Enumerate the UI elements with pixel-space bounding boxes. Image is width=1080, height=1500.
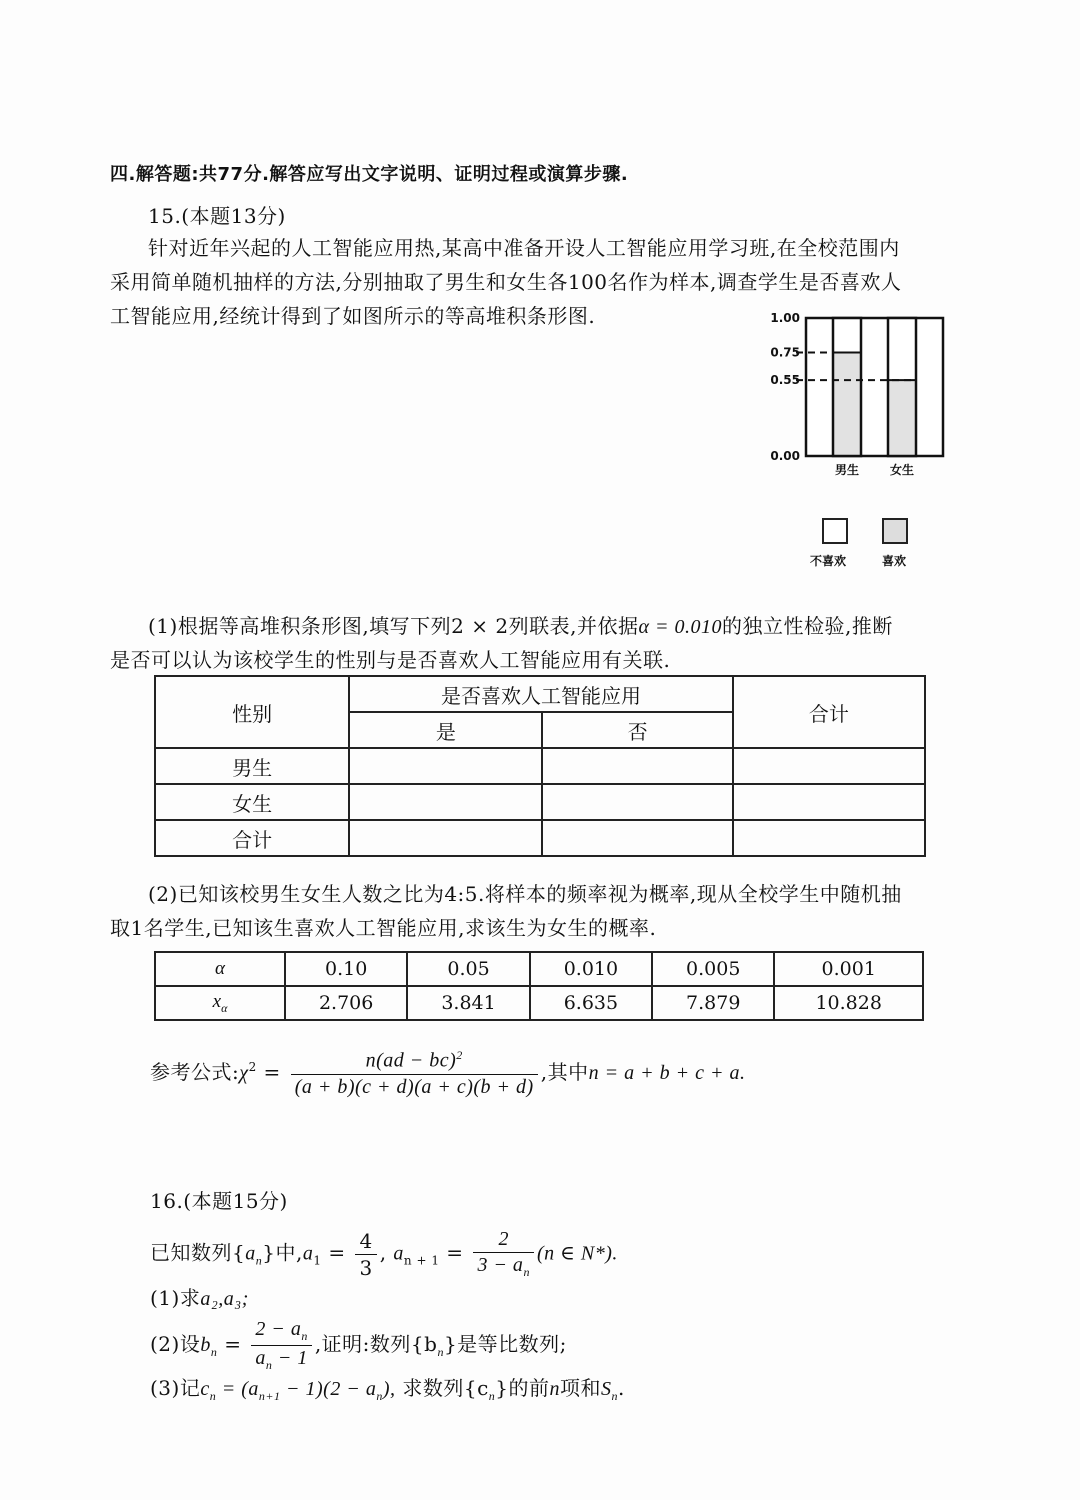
x-label-sub: α xyxy=(221,1000,228,1015)
chi-exponent: 2 xyxy=(248,1060,257,1075)
legend-swatch-dislike xyxy=(822,518,848,544)
seq-a: a xyxy=(245,1242,256,1265)
formula-suffix-text: ,其中 xyxy=(540,1059,589,1084)
part1-text-a: (1)根据等高堆积条形图,填写下列2 × 2列联表,并依据 xyxy=(148,614,639,638)
s-symbol: S xyxy=(601,1378,612,1400)
cell-total-total[interactable] xyxy=(733,820,925,856)
cell-male-total[interactable] xyxy=(733,748,925,784)
table-row xyxy=(155,748,925,784)
bar-segment-like xyxy=(888,380,916,456)
cell-female-total[interactable] xyxy=(733,784,925,820)
given-mid: }中, xyxy=(262,1240,303,1265)
bar-segment-dislike xyxy=(833,318,861,353)
part1-text-b: 的独立性检验,推断 xyxy=(721,614,893,638)
legend-swatch-like xyxy=(882,518,908,544)
q16-part2-text-tail: }是等比数列; xyxy=(443,1332,567,1356)
q15-part2-line-2: 取1名学生,已知该生喜欢人工智能应用,求该生为女生的概率. xyxy=(110,916,657,940)
header-gender: 性别 xyxy=(155,676,349,748)
legend-label-like: 喜欢 xyxy=(882,554,907,568)
a1-sub: 1 xyxy=(313,1253,322,1268)
formula-numerator: n(ad − bc) xyxy=(365,1049,457,1072)
given-prefix: 已知数列{ xyxy=(150,1240,246,1265)
table-row xyxy=(155,820,925,856)
q16-given: 已知数列$\{a_n\}$中$,a_1$ = $\frac{4}{3}$ , $a_{n + 1}$ = $\frac{2}{3 - a_n}$ (n ∈ N*). xyxy=(150,1228,618,1280)
a1-fraction xyxy=(355,1229,376,1280)
x-alpha-value: 3.841 xyxy=(407,986,529,1020)
critical-value-table xyxy=(154,951,924,1021)
formula-prefix: 参考公式: xyxy=(150,1059,240,1084)
cell-male-yes[interactable] xyxy=(349,748,542,784)
b-symbol: b xyxy=(200,1334,211,1356)
q16-part1-prefix: (1)求 xyxy=(150,1286,201,1310)
y-tick-label: 0.75 xyxy=(770,345,800,360)
q16-part3-text2: }的前 xyxy=(495,1376,550,1400)
q15-part2-line-1: (2)已知该校男生女生人数之比为4:5.将样本的频率视为概率,现从全校学生中随机抽 xyxy=(148,882,902,906)
x-label: x xyxy=(212,990,222,1012)
q16-part3-text: 求数列{c xyxy=(402,1376,489,1400)
bn-num: 2 − a xyxy=(255,1318,302,1340)
rec-lhs: a xyxy=(393,1242,404,1265)
legend-label-dislike: 不喜欢 xyxy=(810,554,847,568)
bar-segment-like xyxy=(833,353,861,457)
q15-part1-line-2: 是否可以认为该校学生的性别与是否喜欢人工智能应用有关联. xyxy=(110,648,671,672)
q16-title: 16.(本题15分) xyxy=(150,1189,288,1213)
cn-expr-2: − 1)(2 − a xyxy=(280,1378,377,1400)
cell-female-yes[interactable] xyxy=(349,784,542,820)
x-alpha-row-label xyxy=(155,986,285,1020)
q16-part1-math: a₂,a₃; xyxy=(200,1288,249,1310)
alpha-value: α = 0.010 xyxy=(638,616,722,638)
cn-expr-1: = (a xyxy=(216,1378,259,1400)
category-label: 女生 xyxy=(889,463,915,477)
x-alpha-value: 7.879 xyxy=(652,986,774,1020)
bn-den: a xyxy=(255,1347,266,1369)
row-label-total: 合计 xyxy=(155,820,349,856)
q15-intro-line-3: 工智能应用,经统计得到了如图所示的等高堆积条形图. xyxy=(110,304,596,328)
contingency-table xyxy=(154,675,926,857)
rec-den-sub: n xyxy=(523,1265,530,1279)
header-group: 是否喜欢人工智能应用 xyxy=(349,676,733,712)
bar-segment-dislike xyxy=(888,318,916,380)
q16-part1 xyxy=(150,1282,249,1311)
q16-part3-text3: 项和 xyxy=(560,1376,602,1400)
q16-part2-prefix: (2)设 xyxy=(150,1332,201,1356)
plot-frame xyxy=(806,318,943,456)
y-tick-label: 1.00 xyxy=(770,311,800,325)
q15-intro-line-2: 采用简单随机抽样的方法,分别抽取了男生和女生各100名作为样本,调查学生是否喜欢人 xyxy=(110,270,902,294)
y-tick-label: 0.00 xyxy=(770,449,800,463)
x-alpha-value: 2.706 xyxy=(285,986,407,1020)
a1-num: 4 xyxy=(355,1229,376,1255)
cn-expr-3: ), xyxy=(382,1378,396,1400)
cell-female-no[interactable] xyxy=(542,784,732,820)
alpha-row-label: α xyxy=(155,952,285,986)
rec-num: 2 xyxy=(473,1228,534,1253)
header-total: 合计 xyxy=(733,676,925,748)
reference-formula: 参考公式$:\chi^2$ = $\frac{n(ad - bc)^2}{(a + b)(c + d)(a + c)(b + d)}$ ,其中n = a + b + c + a. xyxy=(150,1048,746,1098)
alpha-value: 0.010 xyxy=(530,952,652,986)
q16-part2: (2)设$b_n$ = $\frac{2 - a_n}{a_n - 1}$ ,证明:数列$\{b_n\}$是等比数列; xyxy=(150,1318,567,1372)
x-alpha-value: 6.635 xyxy=(530,986,652,1020)
alpha-value: 0.10 xyxy=(285,952,407,986)
a1-den: 3 xyxy=(359,1255,373,1280)
stacked-bar-chart xyxy=(760,300,960,580)
formula-n-definition: n = a + b + c + a. xyxy=(588,1061,746,1084)
bn-fraction: $\frac{2 - a_n}{a_n - 1}$ xyxy=(251,1318,312,1373)
chi-symbol: χ xyxy=(239,1061,249,1084)
c-symbol: c xyxy=(200,1378,210,1400)
cell-total-yes[interactable] xyxy=(349,820,542,856)
category-label: 男生 xyxy=(834,463,860,477)
table-row xyxy=(155,986,923,1020)
cell-male-no[interactable] xyxy=(542,748,732,784)
q15-intro-line-1: 针对近年兴起的人工智能应用热,某高中准备开设人工智能应用学习班,在全校范围内 xyxy=(148,236,900,260)
alpha-value: 0.005 xyxy=(652,952,774,986)
header-yes: 是 xyxy=(349,712,542,748)
rec-lhs-sub: n + 1 xyxy=(403,1253,440,1268)
rec-condition: (n ∈ N*). xyxy=(536,1242,618,1265)
row-label-male: 男生 xyxy=(155,748,349,784)
recurrence-fraction xyxy=(473,1228,534,1280)
numerator-exponent: 2 xyxy=(456,1048,463,1062)
formula-denominator: (a + b)(c + d)(a + c)(b + d) xyxy=(294,1075,534,1098)
n-symbol: n xyxy=(549,1378,561,1400)
table-row xyxy=(155,784,925,820)
q16-part3-prefix: (3)记 xyxy=(150,1376,201,1400)
chi-square-fraction xyxy=(291,1048,538,1099)
alpha-value: 0.001 xyxy=(774,952,923,986)
rec-den: 3 − a xyxy=(477,1254,524,1276)
section-header: 四.解答题:共77分.解答应写出文字说明、证明过程或演算步骤. xyxy=(110,164,629,185)
x-alpha-value: 10.828 xyxy=(774,986,923,1020)
alpha-value: 0.05 xyxy=(407,952,529,986)
header-no: 否 xyxy=(542,712,732,748)
row-label-female: 女生 xyxy=(155,784,349,820)
q15-title: 15.(本题13分) xyxy=(148,204,286,228)
table-row xyxy=(155,952,923,986)
cell-total-no[interactable] xyxy=(542,820,732,856)
bn-den-tail: − 1 xyxy=(272,1347,308,1369)
q16-part3: (3)记$c_n = (a_{n+1} - 1)(2 - a_n)$, 求数列$\{c_n\}$的前n项和$S_n$. xyxy=(150,1376,625,1403)
q15-part1-line-1 xyxy=(148,610,893,639)
y-tick-label: 0.55 xyxy=(770,373,800,388)
q16-part2-text: ,证明:数列{b xyxy=(314,1332,438,1356)
a1-symbol: a xyxy=(302,1242,314,1265)
q16-part3-end: . xyxy=(618,1376,625,1400)
